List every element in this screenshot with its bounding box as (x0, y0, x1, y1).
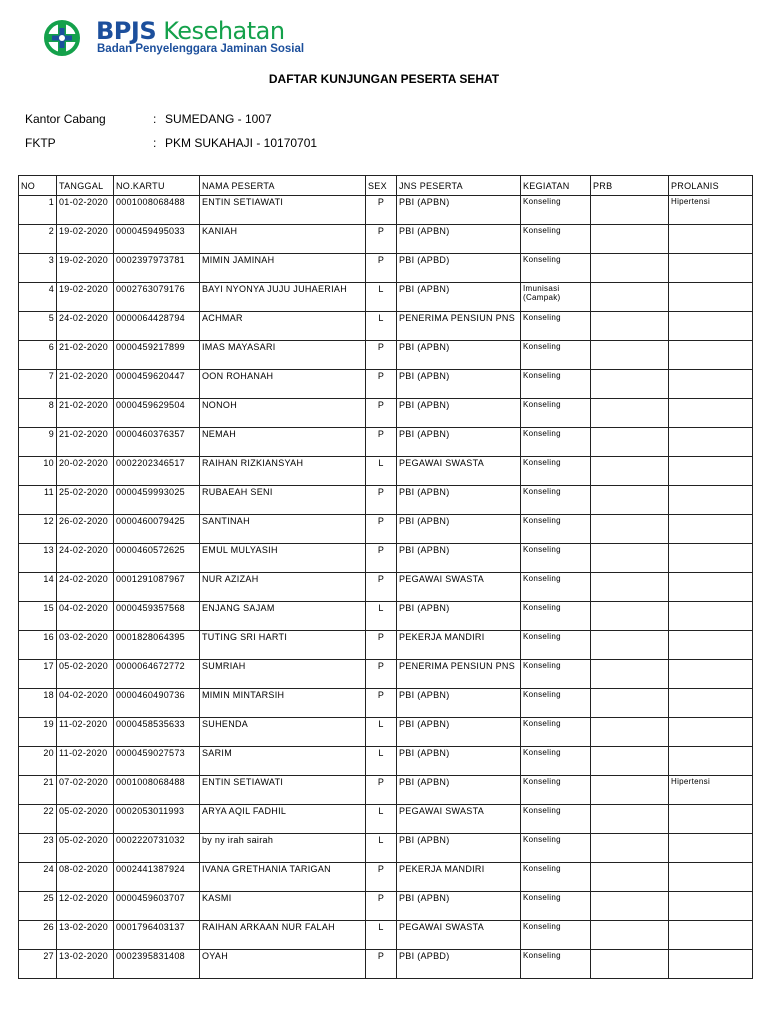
cell-prb (591, 805, 669, 834)
cell-nama-peserta: ENTIN SETIAWATI (200, 196, 366, 225)
cell-no-kartu: 0002202346517 (114, 457, 200, 486)
cell-sex: P (366, 370, 397, 399)
cell-jns-peserta: PBI (APBN) (397, 892, 521, 921)
cell-jns-peserta: PBI (APBN) (397, 776, 521, 805)
cell-jns-peserta: PENERIMA PENSIUN PNS (397, 312, 521, 341)
cell-sex: P (366, 660, 397, 689)
cell-nama-peserta: KANIAH (200, 225, 366, 254)
cell-prb (591, 602, 669, 631)
table-row (19, 225, 753, 254)
table-row (19, 660, 753, 689)
cell-sex: L (366, 805, 397, 834)
cell-no-kartu: 0001008068488 (114, 196, 200, 225)
cell-jns-peserta: PBI (APBN) (397, 689, 521, 718)
cell-nama-peserta: by ny irah sairah (200, 834, 366, 863)
cell-no-kartu: 0000064672772 (114, 660, 200, 689)
cell-no: 18 (19, 689, 57, 718)
cell-tanggal: 01-02-2020 (57, 196, 114, 225)
cell-prb (591, 631, 669, 660)
table-row (19, 544, 753, 573)
fktp-value: PKM SUKAHAJI - 10170701 (165, 136, 318, 150)
bpjs-emblem-icon (44, 20, 80, 56)
cell-prolanis (669, 573, 753, 602)
cell-sex: P (366, 950, 397, 979)
table-row (19, 283, 753, 312)
cell-kegiatan: Konseling (521, 602, 591, 631)
cell-prolanis (669, 747, 753, 776)
cell-no: 22 (19, 805, 57, 834)
header-tanggal: TANGGAL (57, 176, 114, 196)
table-body (19, 196, 753, 979)
table-row (19, 573, 753, 602)
cell-no-kartu: 0001828064395 (114, 631, 200, 660)
cell-no-kartu: 0000459603707 (114, 892, 200, 921)
cell-jns-peserta: PBI (APBD) (397, 254, 521, 283)
cell-kegiatan: Konseling (521, 950, 591, 979)
brand-name-part2: Kesehatan (163, 17, 285, 45)
cell-prb (591, 486, 669, 515)
cell-prb (591, 689, 669, 718)
cell-tanggal: 04-02-2020 (57, 689, 114, 718)
cell-prb (591, 544, 669, 573)
table-row (19, 747, 753, 776)
document-title: DAFTAR KUNJUNGAN PESERTA SEHAT (268, 72, 500, 86)
cell-prolanis (669, 892, 753, 921)
cell-kegiatan: Konseling (521, 689, 591, 718)
cell-no-kartu: 0002220731032 (114, 834, 200, 863)
table-row (19, 196, 753, 225)
cell-prolanis (669, 254, 753, 283)
cell-jns-peserta: PBI (APBD) (397, 950, 521, 979)
cell-no-kartu: 0001291087967 (114, 573, 200, 602)
fktp-label: FKTP (25, 136, 56, 150)
table-row (19, 689, 753, 718)
cell-sex: P (366, 428, 397, 457)
cell-no: 2 (19, 225, 57, 254)
cell-jns-peserta: PBI (APBN) (397, 283, 521, 312)
cell-jns-peserta: PENERIMA PENSIUN PNS (397, 660, 521, 689)
cell-no: 27 (19, 950, 57, 979)
cell-no: 25 (19, 892, 57, 921)
cell-prolanis (669, 312, 753, 341)
cell-no: 24 (19, 863, 57, 892)
cell-kegiatan: Konseling (521, 486, 591, 515)
cell-kegiatan: Konseling (521, 312, 591, 341)
cell-sex: P (366, 225, 397, 254)
cell-kegiatan: Konseling (521, 370, 591, 399)
cell-nama-peserta: OON ROHANAH (200, 370, 366, 399)
cell-no-kartu: 0000064428794 (114, 312, 200, 341)
cell-no: 4 (19, 283, 57, 312)
cell-nama-peserta: NEMAH (200, 428, 366, 457)
cell-kegiatan: Konseling (521, 515, 591, 544)
cell-no: 15 (19, 602, 57, 631)
cell-nama-peserta: IVANA GRETHANIA TARIGAN (200, 863, 366, 892)
cell-sex: L (366, 283, 397, 312)
header-prolanis: PROLANIS (669, 176, 753, 196)
cell-tanggal: 04-02-2020 (57, 602, 114, 631)
cell-prolanis: Hipertensi (669, 196, 753, 225)
cell-prolanis (669, 428, 753, 457)
cell-tanggal: 24-02-2020 (57, 312, 114, 341)
cell-jns-peserta: PBI (APBN) (397, 602, 521, 631)
cell-prolanis (669, 950, 753, 979)
cell-prb (591, 892, 669, 921)
cell-prb (591, 312, 669, 341)
cell-kegiatan: Konseling (521, 631, 591, 660)
cell-no-kartu: 0000459357568 (114, 602, 200, 631)
cell-no-kartu: 0002441387924 (114, 863, 200, 892)
cell-tanggal: 21-02-2020 (57, 341, 114, 370)
cell-sex: P (366, 254, 397, 283)
cell-nama-peserta: SUHENDA (200, 718, 366, 747)
cell-nama-peserta: KASMI (200, 892, 366, 921)
cell-prb (591, 428, 669, 457)
cell-tanggal: 21-02-2020 (57, 399, 114, 428)
cell-no-kartu: 0000459993025 (114, 486, 200, 515)
cell-sex: P (366, 892, 397, 921)
kantor-cabang-value: SUMEDANG - 1007 (165, 112, 272, 126)
cell-jns-peserta: PEKERJA MANDIRI (397, 863, 521, 892)
cell-prb (591, 573, 669, 602)
cell-prolanis (669, 225, 753, 254)
cell-no: 16 (19, 631, 57, 660)
cell-prolanis (669, 660, 753, 689)
cell-nama-peserta: OYAH (200, 950, 366, 979)
cell-nama-peserta: TUTING SRI HARTI (200, 631, 366, 660)
cell-jns-peserta: PEGAWAI SWASTA (397, 805, 521, 834)
cell-jns-peserta: PBI (APBN) (397, 718, 521, 747)
cell-tanggal: 20-02-2020 (57, 457, 114, 486)
cell-no: 5 (19, 312, 57, 341)
table-row (19, 631, 753, 660)
cell-no-kartu: 0001796403137 (114, 921, 200, 950)
brand-name (96, 18, 285, 44)
cell-nama-peserta: NONOH (200, 399, 366, 428)
cell-tanggal: 24-02-2020 (57, 544, 114, 573)
cell-sex: L (366, 747, 397, 776)
cell-prb (591, 225, 669, 254)
cell-kegiatan: Konseling (521, 341, 591, 370)
cell-prolanis (669, 805, 753, 834)
header-nama-peserta: NAMA PESERTA (200, 176, 366, 196)
cell-no: 14 (19, 573, 57, 602)
cell-kegiatan: Konseling (521, 718, 591, 747)
cell-prb (591, 747, 669, 776)
cell-prb (591, 254, 669, 283)
cell-tanggal: 25-02-2020 (57, 486, 114, 515)
cell-prolanis (669, 602, 753, 631)
cell-tanggal: 12-02-2020 (57, 892, 114, 921)
cell-no: 11 (19, 486, 57, 515)
cell-kegiatan: Konseling (521, 225, 591, 254)
cell-nama-peserta: ACHMAR (200, 312, 366, 341)
cell-tanggal: 03-02-2020 (57, 631, 114, 660)
cell-nama-peserta: SARIM (200, 747, 366, 776)
cell-sex: P (366, 776, 397, 805)
table-row (19, 370, 753, 399)
cell-tanggal: 19-02-2020 (57, 225, 114, 254)
cell-prb (591, 283, 669, 312)
cell-no-kartu: 0000459027573 (114, 747, 200, 776)
cell-jns-peserta: PBI (APBN) (397, 486, 521, 515)
cell-no-kartu: 0000460079425 (114, 515, 200, 544)
cell-no: 9 (19, 428, 57, 457)
table-row (19, 428, 753, 457)
cell-no: 1 (19, 196, 57, 225)
table-row (19, 863, 753, 892)
cell-sex: P (366, 341, 397, 370)
cell-nama-peserta: RAIHAN RIZKIANSYAH (200, 457, 366, 486)
cell-prolanis: Hipertensi (669, 776, 753, 805)
cell-kegiatan: Konseling (521, 457, 591, 486)
cell-prolanis (669, 486, 753, 515)
cell-nama-peserta: ENTIN SETIAWATI (200, 776, 366, 805)
cell-prolanis (669, 863, 753, 892)
cell-kegiatan: Konseling (521, 921, 591, 950)
cell-sex: L (366, 602, 397, 631)
table-row (19, 834, 753, 863)
cell-no: 19 (19, 718, 57, 747)
cell-nama-peserta: NUR AZIZAH (200, 573, 366, 602)
cell-kegiatan: Konseling (521, 428, 591, 457)
cell-no: 12 (19, 515, 57, 544)
cell-nama-peserta: ENJANG SAJAM (200, 602, 366, 631)
cell-prolanis (669, 921, 753, 950)
cell-jns-peserta: PBI (APBN) (397, 428, 521, 457)
table-row (19, 602, 753, 631)
cell-nama-peserta: RUBAEAH SENI (200, 486, 366, 515)
cell-prb (591, 921, 669, 950)
cell-no: 6 (19, 341, 57, 370)
cell-nama-peserta: MIMIN JAMINAH (200, 254, 366, 283)
cell-tanggal: 11-02-2020 (57, 718, 114, 747)
header-sex: SEX (366, 176, 397, 196)
cell-kegiatan: Konseling (521, 892, 591, 921)
cell-jns-peserta: PBI (APBN) (397, 544, 521, 573)
cell-nama-peserta: IMAS MAYASARI (200, 341, 366, 370)
cell-jns-peserta: PBI (APBN) (397, 370, 521, 399)
cell-no-kartu: 0000459620447 (114, 370, 200, 399)
cell-no-kartu: 0000460376357 (114, 428, 200, 457)
cell-no: 23 (19, 834, 57, 863)
cell-prb (591, 196, 669, 225)
header-no: NO (19, 176, 57, 196)
kantor-cabang-label: Kantor Cabang (25, 112, 106, 126)
cell-tanggal: 21-02-2020 (57, 370, 114, 399)
cell-no: 10 (19, 457, 57, 486)
cell-tanggal: 13-02-2020 (57, 921, 114, 950)
cell-jns-peserta: PBI (APBN) (397, 196, 521, 225)
cell-prb (591, 834, 669, 863)
table-row (19, 486, 753, 515)
cell-tanggal: 08-02-2020 (57, 863, 114, 892)
cell-jns-peserta: PBI (APBN) (397, 225, 521, 254)
cell-nama-peserta: MIMIN MINTARSIH (200, 689, 366, 718)
cell-sex: P (366, 486, 397, 515)
cell-prb (591, 515, 669, 544)
cell-no: 17 (19, 660, 57, 689)
cell-jns-peserta: PEGAWAI SWASTA (397, 573, 521, 602)
table-row (19, 892, 753, 921)
table-row (19, 776, 753, 805)
cell-no-kartu: 0002053011993 (114, 805, 200, 834)
cell-no: 13 (19, 544, 57, 573)
cell-no-kartu: 0000460572625 (114, 544, 200, 573)
cell-tanggal: 07-02-2020 (57, 776, 114, 805)
cell-prolanis (669, 631, 753, 660)
cell-jns-peserta: PEGAWAI SWASTA (397, 457, 521, 486)
cell-sex: P (366, 544, 397, 573)
cell-sex: P (366, 196, 397, 225)
cell-no-kartu: 0000458535633 (114, 718, 200, 747)
cell-kegiatan: Konseling (521, 573, 591, 602)
table-row (19, 950, 753, 979)
cell-tanggal: 26-02-2020 (57, 515, 114, 544)
table-row (19, 805, 753, 834)
cell-tanggal: 05-02-2020 (57, 660, 114, 689)
cell-sex: L (366, 457, 397, 486)
cell-prb (591, 776, 669, 805)
header-kegiatan: KEGIATAN (521, 176, 591, 196)
cell-nama-peserta: RAIHAN ARKAAN NUR FALAH (200, 921, 366, 950)
cell-sex: L (366, 921, 397, 950)
cell-sex: L (366, 718, 397, 747)
table-row (19, 399, 753, 428)
cell-prb (591, 660, 669, 689)
cell-tanggal: 21-02-2020 (57, 428, 114, 457)
cell-kegiatan: Konseling (521, 544, 591, 573)
cell-prolanis (669, 515, 753, 544)
cell-nama-peserta: SUMRIAH (200, 660, 366, 689)
cell-tanggal: 05-02-2020 (57, 805, 114, 834)
table-row (19, 921, 753, 950)
table-header-row (19, 176, 753, 196)
cell-nama-peserta: ARYA AQIL FADHIL (200, 805, 366, 834)
cell-nama-peserta: EMUL MULYASIH (200, 544, 366, 573)
cell-prb (591, 950, 669, 979)
cell-no-kartu: 0002395831408 (114, 950, 200, 979)
cell-no: 7 (19, 370, 57, 399)
cell-prolanis (669, 370, 753, 399)
brand-subtitle: Badan Penyelenggara Jaminan Sosial (97, 43, 305, 55)
cell-no: 26 (19, 921, 57, 950)
table-row (19, 457, 753, 486)
cell-no-kartu: 0000459629504 (114, 399, 200, 428)
cell-sex: P (366, 863, 397, 892)
cell-no-kartu: 0002763079176 (114, 283, 200, 312)
table-row (19, 341, 753, 370)
cell-no-kartu: 0000459217899 (114, 341, 200, 370)
cell-kegiatan: Konseling (521, 660, 591, 689)
cell-no-kartu: 0000459495033 (114, 225, 200, 254)
cell-nama-peserta: SANTINAH (200, 515, 366, 544)
cell-no: 8 (19, 399, 57, 428)
cell-tanggal: 05-02-2020 (57, 834, 114, 863)
cell-sex: P (366, 631, 397, 660)
cell-prolanis (669, 457, 753, 486)
table-row (19, 312, 753, 341)
cell-jns-peserta: PBI (APBN) (397, 341, 521, 370)
cell-kegiatan: Imunisasi (Campak) (521, 283, 591, 312)
cell-prb (591, 399, 669, 428)
visit-table (18, 175, 753, 979)
cell-tanggal: 19-02-2020 (57, 283, 114, 312)
cell-kegiatan: Konseling (521, 747, 591, 776)
cell-kegiatan: Konseling (521, 196, 591, 225)
brand-name-part1: BPJS (96, 17, 157, 45)
cell-prb (591, 718, 669, 747)
cell-no: 21 (19, 776, 57, 805)
cell-no: 3 (19, 254, 57, 283)
cell-prolanis (669, 718, 753, 747)
cell-no-kartu: 0001008068488 (114, 776, 200, 805)
table-row (19, 515, 753, 544)
kantor-cabang-colon: : (153, 112, 157, 126)
cell-jns-peserta: PBI (APBN) (397, 515, 521, 544)
header-no-kartu: NO.KARTU (114, 176, 200, 196)
cell-tanggal: 19-02-2020 (57, 254, 114, 283)
cell-kegiatan: Konseling (521, 254, 591, 283)
cell-tanggal: 24-02-2020 (57, 573, 114, 602)
fktp-colon: : (153, 136, 157, 150)
cell-sex: L (366, 312, 397, 341)
cell-kegiatan: Konseling (521, 805, 591, 834)
cell-prb (591, 457, 669, 486)
header-jns-peserta: JNS PESERTA (397, 176, 521, 196)
cell-prolanis (669, 544, 753, 573)
cell-prolanis (669, 399, 753, 428)
cell-no-kartu: 0000460490736 (114, 689, 200, 718)
cell-nama-peserta: BAYI NYONYA JUJU JUHAERIAH (200, 283, 366, 312)
cell-jns-peserta: PEGAWAI SWASTA (397, 921, 521, 950)
cell-prolanis (669, 341, 753, 370)
cell-prolanis (669, 283, 753, 312)
header-prb: PRB (591, 176, 669, 196)
cell-kegiatan: Konseling (521, 863, 591, 892)
cell-prolanis (669, 689, 753, 718)
cell-jns-peserta: PBI (APBN) (397, 399, 521, 428)
cell-jns-peserta: PBI (APBN) (397, 747, 521, 776)
cell-no: 20 (19, 747, 57, 776)
cell-sex: P (366, 689, 397, 718)
cell-sex: P (366, 573, 397, 602)
cell-prb (591, 341, 669, 370)
cell-prb (591, 370, 669, 399)
cell-no-kartu: 0002397973781 (114, 254, 200, 283)
cell-tanggal: 13-02-2020 (57, 950, 114, 979)
cell-tanggal: 11-02-2020 (57, 747, 114, 776)
cell-kegiatan: Konseling (521, 399, 591, 428)
cell-sex: P (366, 515, 397, 544)
table-row (19, 254, 753, 283)
cell-kegiatan: Konseling (521, 776, 591, 805)
table-row (19, 718, 753, 747)
cell-prolanis (669, 834, 753, 863)
cell-sex: L (366, 834, 397, 863)
cell-prb (591, 863, 669, 892)
cell-jns-peserta: PBI (APBN) (397, 834, 521, 863)
cell-jns-peserta: PEKERJA MANDIRI (397, 631, 521, 660)
cell-sex: P (366, 399, 397, 428)
cell-kegiatan: Konseling (521, 834, 591, 863)
